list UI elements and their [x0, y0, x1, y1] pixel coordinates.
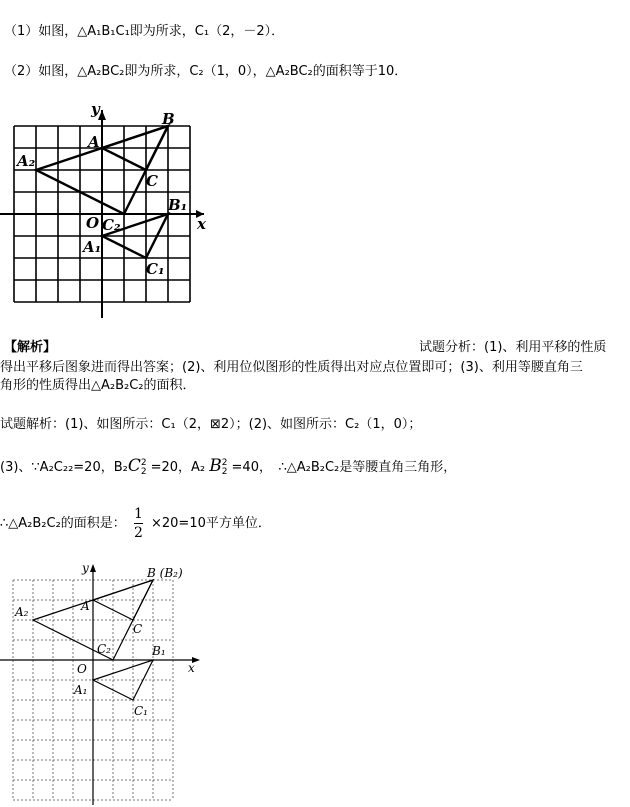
analysis-header: 【解析】: [4, 340, 57, 355]
fig2-label-A1: A₁: [74, 683, 88, 697]
solution-line-1: 试题解析：(1)、如图所示：C₁（2，⊠2）；(2)、如图所示：C₂（1，0）；: [0, 417, 422, 432]
analysis-line-1: 试题分析：(1)、利用平移的性质: [419, 340, 607, 355]
math-C: C: [127, 456, 141, 476]
fig1-label-B1: B₁: [168, 196, 188, 214]
fig1-label-O: O: [86, 214, 100, 232]
fig1-label-y: y: [91, 100, 100, 118]
answer-part-2: （2）如图，△A₂BC₂即为所求，C₂（1，0），△A₂BC₂的面积等于10．: [4, 64, 408, 79]
math-B-sub: 2: [221, 466, 228, 477]
fig2-label-C2: C₂: [97, 642, 111, 656]
fig2-label-C: C: [133, 622, 143, 636]
fig2-label-y: y: [82, 561, 89, 575]
fig1-label-C1: C₁: [146, 260, 165, 278]
solution-area-prefix: ∴△A₂B₂C₂的面积是：: [0, 516, 126, 531]
fig1-label-x: x: [197, 215, 206, 233]
math-B-scripts: [222, 459, 228, 477]
fig1-label-C: C: [146, 172, 158, 190]
figure-2-grid: [0, 560, 230, 805]
math-B-sup: 2: [221, 457, 228, 468]
math-B: B: [209, 456, 222, 476]
analysis-line-2: 得出平移后图象进而得出答案；(2)、利用位似图形的性质得出对应点位置即可；(3)、利用等腰直角三: [0, 360, 583, 375]
fig2-label-O: O: [77, 662, 87, 676]
fig2-label-C1: C₁: [134, 704, 148, 718]
solution-part-a: (3)、∵A₂C₂₂=20，B₂: [0, 460, 128, 475]
fig2-label-A2: A₂: [15, 605, 29, 619]
solution-line-3: [0, 505, 271, 542]
fig1-label-C2: C₂: [102, 216, 121, 234]
solution-line-2: [0, 456, 456, 477]
fig2-label-x: x: [188, 661, 195, 675]
fig2-label-B: B (B₂): [147, 566, 183, 580]
fraction-denominator: 2: [133, 525, 143, 541]
solution-area-suffix: ×20=10平方单位．: [151, 516, 271, 531]
fraction-one-half: [134, 505, 143, 542]
solution-part-c: =40， ∴△A₂B₂C₂是等腰直角三角形，: [231, 460, 457, 475]
solution-part-b: =20，A₂: [150, 460, 206, 475]
fig1-label-A2: A₂: [17, 152, 36, 170]
fraction-numerator: 1: [133, 506, 143, 522]
math-C-sup: 2: [140, 457, 147, 468]
answer-part-1: （1）如图，△A₁B₁C₁即为所求，C₁（2，－2）．: [4, 24, 285, 39]
fig1-label-B: B: [162, 110, 175, 128]
fig1-label-A1: A₁: [83, 238, 102, 256]
math-C-scripts: [141, 459, 147, 477]
fig2-label-A: A: [81, 599, 90, 613]
fig2-label-B1: B₁: [152, 644, 166, 658]
analysis-line-3: 角形的性质得出△A₂B₂C₂的面积．: [0, 378, 196, 393]
figure-1-grid: [0, 100, 230, 325]
fig1-label-A: A: [88, 133, 100, 151]
math-C-sub: 2: [140, 466, 147, 477]
